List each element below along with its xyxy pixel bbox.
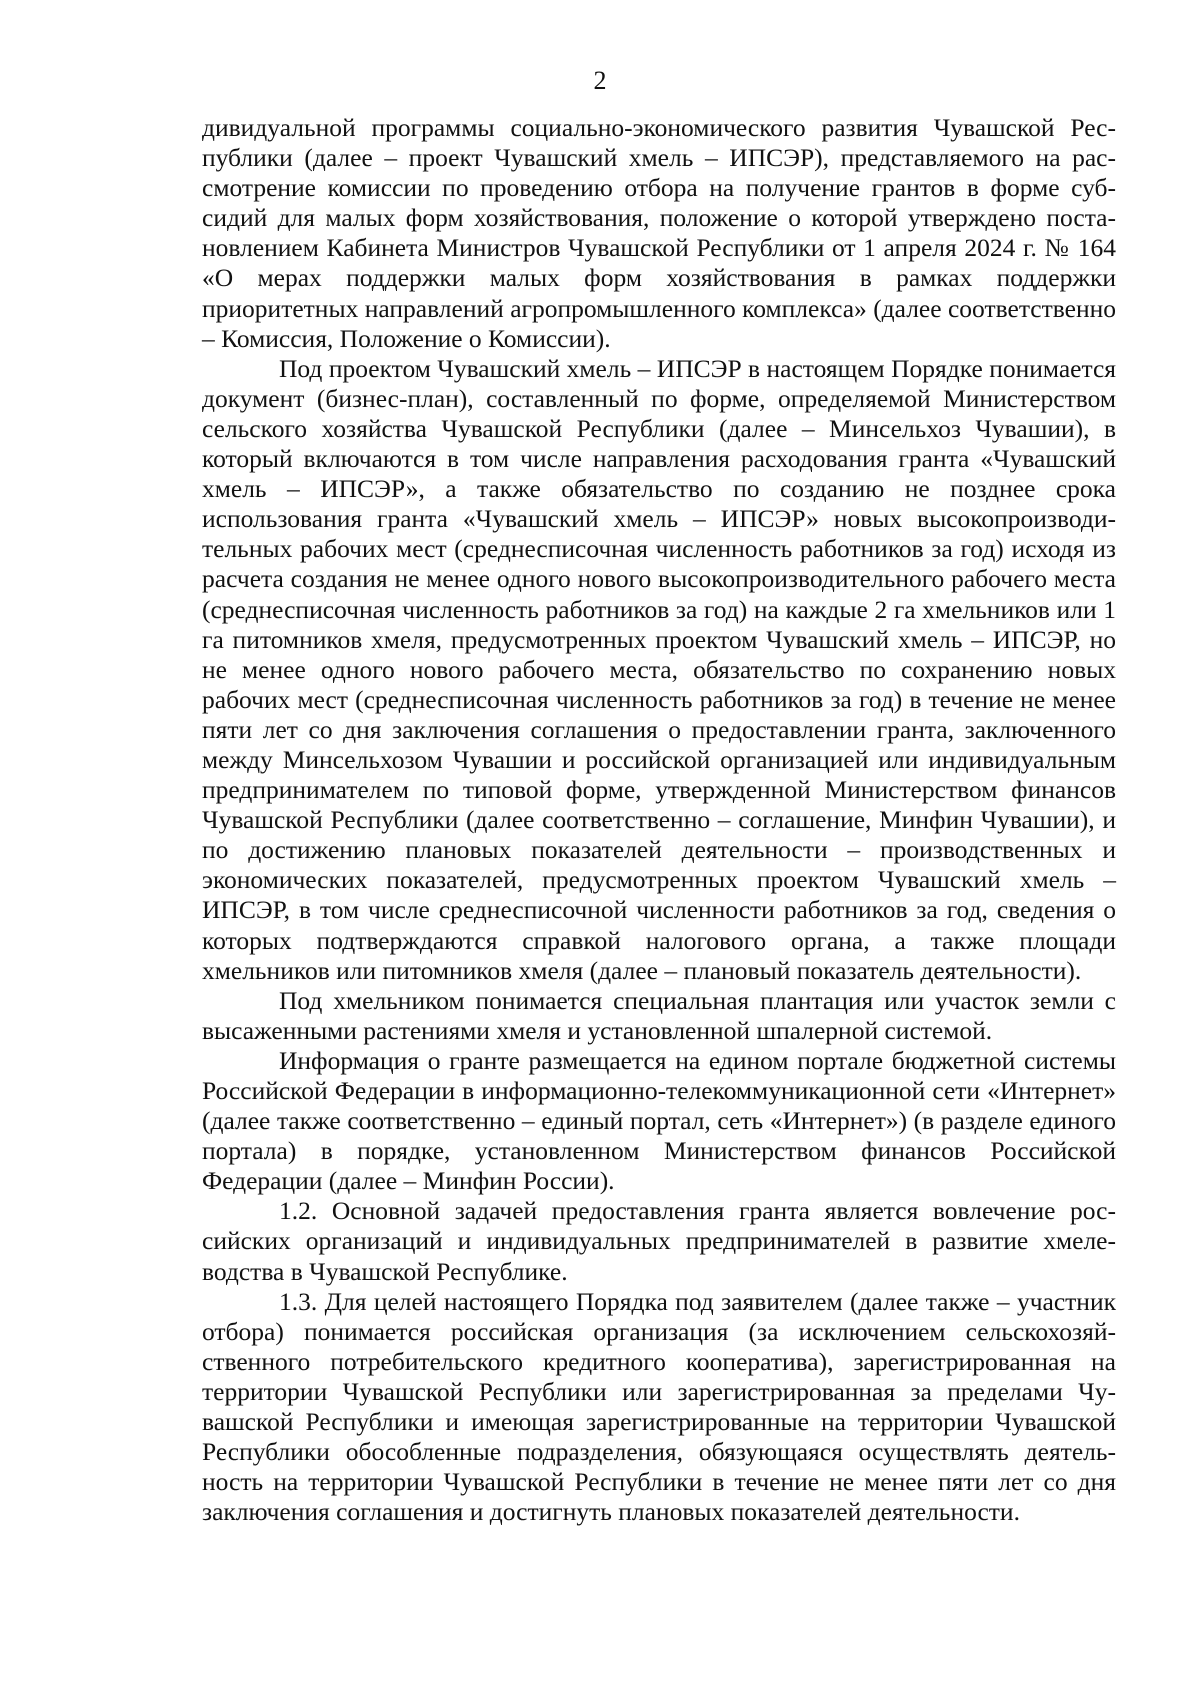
paragraph-continuation: дивидуальной программы социально-экономического развития Чувашской Республики (далее – проект Чувашский хмель – ИПСЭР), представляемого на рассмотрение комиссии по проведению отбора на получение грантов в форме субсидий для малых форм хозяйствования, положение о которой утверждено постановлением Кабинета Министров Чувашской Республики от 1 апреля 2024 г. № 164 «О мерах поддержки малых форм хозяйствования в рамках поддержки приоритетных направлений агропромышленного комплекса» (далее соответственно – Комиссия, Положение о Комиссии). <box>202 113 1116 353</box>
page-number: 2 <box>593 66 607 95</box>
paragraph-section-1-2: 1.2. Основной задачей предоставления гранта является вовлечение российских организаций и индивидуальных предпринимателей в развитие хмелеводства в Чувашской Республике. <box>202 1196 1116 1286</box>
paragraph-section-1-3: 1.3. Для целей настоящего Порядка под заявителем (далее также – участник отбора) понимается российская организация (за исключением сельскохозяйственного потребительского кредитного кооператива), зарегистрированная на территории Чувашской Республики или зарегистрированная за пределами Чувашской Республики и имеющая зарегистрированные на территории Чувашской Республики обособленные подразделения, обязующаяся осуществлять деятельность на территории Чувашской Республики в течение не менее пяти лет со дня заключения соглашения и достигнуть плановых показателей деятельности. <box>202 1286 1116 1527</box>
paragraph-project-definition: Под проектом Чувашский хмель – ИПСЭР в настоящем Порядке понимается документ (бизнес-план), составленный по форме, определяемой Министерством сельского хозяйства Чувашской Республики (далее – Минсельхоз Чувашии), в который включаются в том числе направления расходования гранта «Чувашский хмель – ИПСЭР», а также обязательство по созданию не позднее срока использования гранта «Чувашский хмель – ИПСЭР» новых высокопроизводительных рабочих мест (среднесписочная численность работников за год) исходя из расчета создания не менее одного нового высокопроизводительного рабочего места (среднесписочная численность работников за год) на каждые 2 га хмельников или 1 га питомников хмеля, предусмотренных проектом Чувашский хмель – ИПСЭР, но не менее одного нового рабочего места, обязательство по сохранению новых рабочих мест (среднесписочная численность работников за год) в течение не менее пяти лет со дня заключения соглашения о предоставлении гранта, заключенного между Минсельхозом Чувашии и российской организацией или индивидуальным предпринимателем по типовой форме, утвержденной Министерством финансов Чувашской Республики (далее соответственно – соглашение, Минфин Чувашии), и по достижению плановых показателей деятельности – производственных и экономических показателей, предусмотренных проектом Чувашский хмель – ИПСЭР, в том числе среднесписочной численности работников за год, сведения о которых подтверждаются справкой налогового органа, а также площади хмельников или питомников хмеля (далее – плановый показатель деятельности). <box>202 353 1116 985</box>
paragraph-hop-field-definition: Под хмельником понимается специальная плантация или участок земли с высаженными растениями хмеля и установленной шпалерной системой. <box>202 985 1116 1045</box>
paragraph-grant-information: Информация о гранте размещается на едином портале бюджетной системы Российской Федерации в информационно-телекоммуникационной сети «Интернет» (далее также соответственно – единый портал, сеть «Интернет») (в разделе единого портала) в порядке, установленном Министерством финансов Российской Федерации (далее – Минфин России). <box>202 1045 1116 1196</box>
document-body <box>202 113 1116 1527</box>
